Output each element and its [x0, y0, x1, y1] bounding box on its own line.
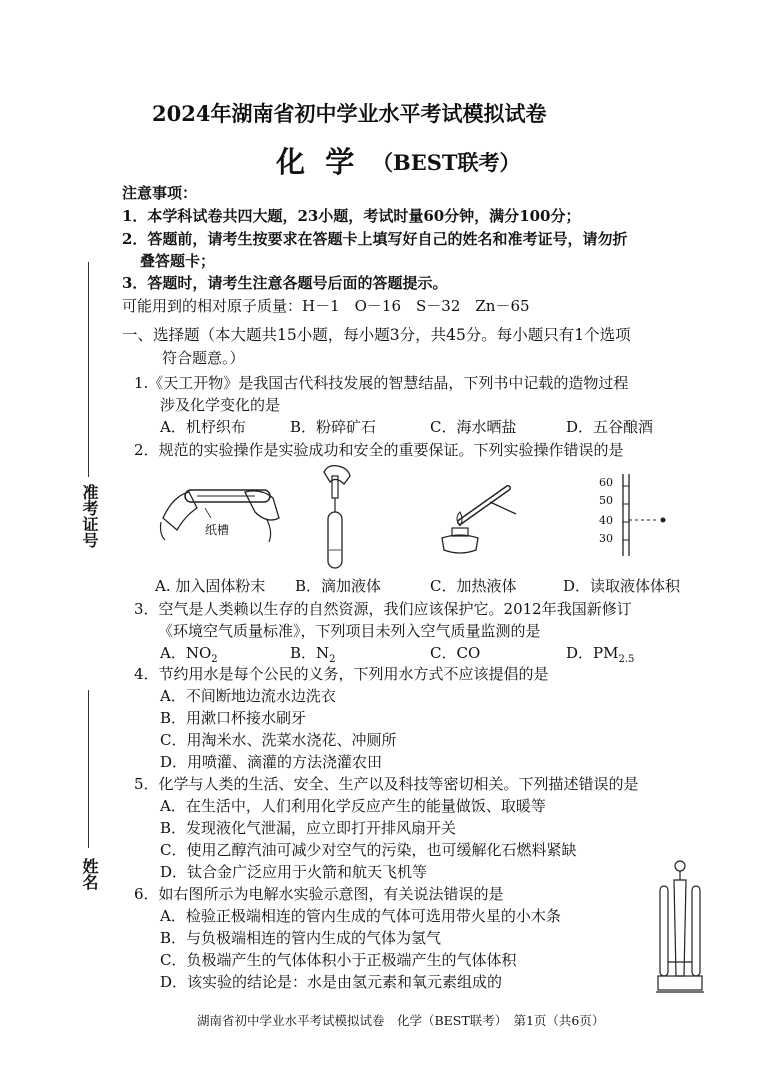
q2-stem: 2．规范的实验操作是实验成功和安全的重要保证。下列实验操作错误的是 — [134, 441, 624, 459]
q4-option-d: D．用喷灌、滴灌的方法浇灌农田 — [160, 753, 383, 771]
heating-liquid-illustration — [430, 478, 520, 558]
q6-option-a: A．检验正极端相连的管内生成的气体可选用带火星的小木条 — [160, 907, 561, 925]
q3-option-d: D．$PM_{2.5}$ — [566, 644, 635, 665]
q2-option-a: A. 加入固体粉末 — [155, 577, 266, 595]
q1-option-d: D．五谷酿酒 — [566, 418, 654, 436]
q6-option-c: C．负极端产生的气体体积小于正极端产生的气体体积 — [160, 951, 517, 969]
svg-text:40: 40 — [599, 514, 613, 527]
q5-option-d: D．钛合金广泛应用于火箭和航天飞机等 — [160, 863, 428, 881]
q2-option-c: C．加热液体 — [430, 577, 517, 595]
notes-item-3: 3．答题时，请考生注意各题号后面的答题提示。 — [122, 274, 448, 292]
atomic-mass-line: 可能用到的相对原子质量：H－1 O－16 S－32 Zn－65 — [122, 297, 530, 315]
svg-text:50: 50 — [599, 494, 613, 507]
exam-title: 2024年湖南省初中学业水平考试模拟试卷 — [152, 101, 547, 126]
q3-option-b: B．$N_2$ — [290, 644, 336, 665]
q6-stem: 6．如右图所示为电解水实验示意图，有关说法错误的是 — [134, 885, 504, 903]
q1-option-b: B．粉碎矿石 — [290, 418, 377, 436]
q1-stem: 1.《天工开物》是我国古代科技发展的智慧结晶，下列书中记载的造物过程 — [134, 374, 629, 392]
q1-option-a: A．机杼织布 — [160, 418, 246, 436]
exam-id-label: 准考证号 — [80, 484, 99, 548]
powder-adding-illustration — [155, 478, 285, 548]
page-footer: 湖南省初中学业水平考试模拟试卷 化学（BEST联考） 第1页（共6页） — [197, 1013, 605, 1028]
q6-option-d: D．该实验的结论是：水是由氢元素和氧元素组成的 — [160, 973, 503, 991]
electrolysis-apparatus-illustration — [652, 858, 708, 996]
section1-title-cont: 符合题意。） — [162, 349, 245, 367]
section1-title: 一、选择题（本大题共15小题，每小题3分，共45分。每小题只有1个选项 — [122, 326, 631, 344]
name-label: 姓名 — [80, 858, 99, 890]
q5-option-a: A．在生活中，人们利用化学反应产生的能量做饭、取暖等 — [160, 797, 546, 815]
subject-title: 化 学 — [276, 145, 355, 179]
q3-stem: 3．空气是人类赖以生存的自然资源，我们应该保护它。2012年我国新修订 — [134, 600, 632, 618]
q6-option-b: B．与负极端相连的管内生成的气体为氢气 — [160, 929, 442, 947]
q3-option-a: A．$NO_2$ — [160, 644, 218, 665]
q4-option-a: A．不间断地边流水边洗衣 — [160, 687, 336, 705]
q2-option-b: B．滴加液体 — [295, 577, 382, 595]
svg-text:30: 30 — [599, 532, 613, 545]
svg-text:60: 60 — [599, 476, 613, 489]
notes-item-2-cont: 叠答题卡； — [140, 252, 216, 270]
q4-option-c: C．用淘米水、洗菜水浇花、冲厕所 — [160, 731, 397, 749]
q4-stem: 4．节约用水是每个公民的义务，下列用水方式不应该提倡的是 — [134, 665, 549, 683]
q1-stem-cont: 涉及化学变化的是 — [160, 396, 281, 414]
dropper-illustration — [318, 462, 358, 572]
subject-paren: （BEST联考） — [372, 150, 521, 175]
q5-option-b: B．发现液化气泄漏，应立即打开排风扇开关 — [160, 819, 457, 837]
notes-item-2: 2．答题前，请考生按要求在答题卡上填写好自己的姓名和准考证号，请勿折 — [122, 230, 628, 248]
paper-trough-label: 纸槽 — [205, 523, 230, 537]
exam-id-line — [88, 262, 89, 477]
graduated-cylinder-illustration — [595, 472, 675, 558]
name-line — [88, 690, 89, 848]
q1-option-c: C．海水晒盐 — [430, 418, 517, 436]
q3-option-c: C．CO — [430, 644, 481, 662]
notes-heading: 注意事项： — [122, 184, 198, 202]
notes-item-1: 1．本学科试卷共四大题，23小题，考试时量60分钟，满分100分； — [122, 207, 581, 225]
q4-option-b: B．用漱口杯接水刷牙 — [160, 709, 307, 727]
q3-stem-cont: 《环境空气质量标准》，下列项目未列入空气质量监测的是 — [158, 622, 541, 640]
q5-option-c: C．使用乙醇汽油可减少对空气的污染，也可缓解化石燃料紧缺 — [160, 841, 577, 859]
q2-option-d: D．读取液体体积 — [563, 577, 681, 595]
q5-stem: 5．化学与人类的生活、安全、生产以及科技等密切相关。下列描述错误的是 — [134, 775, 639, 793]
